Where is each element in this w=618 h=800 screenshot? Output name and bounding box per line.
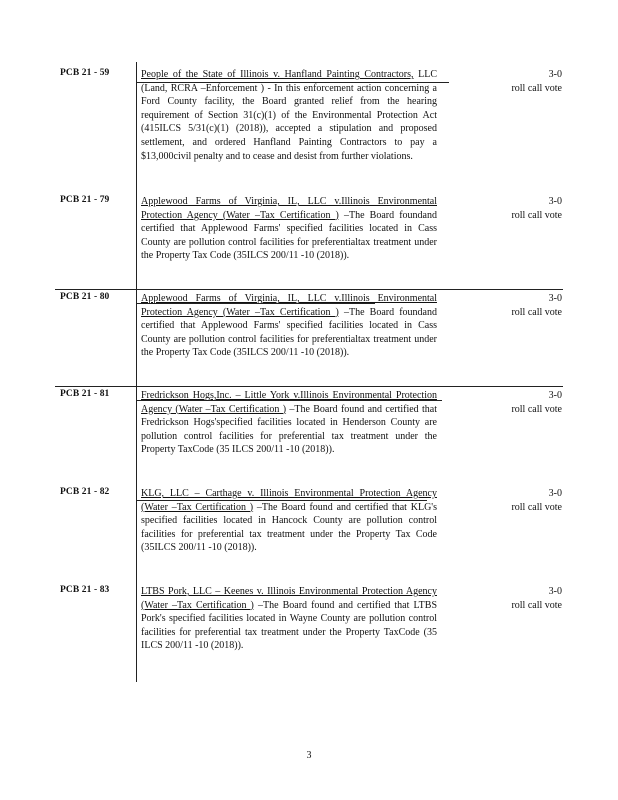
entry-description: [141, 585, 437, 653]
column-divider: [136, 62, 137, 682]
entry-title: KLG, LLC – Carthage v. Illinois Environmental Protection Agency (Water –Tax Certification ): [141, 488, 437, 513]
entry-body: –The Board found and certified that KLG's specified facilities located in Hancock County are pollution control facilities for preferential tax treatment under the Property Tax Code (35ILCS 200/11 -10 (2018)).: [141, 501, 438, 554]
entry-description: [141, 68, 437, 163]
entry-title: People of the State of Illinois v. Hanfland Painting Contractors,: [141, 69, 414, 80]
vote-label: roll call vote: [511, 599, 562, 611]
vote-count: 3-0: [548, 196, 562, 207]
entry-body: –The Board foundand certified that Applewood Farms' specified facilities located in Cass County are pollution control facilities for preferentialtax treatment under the Property Tax Code (35ILCS 200/11 -10 (2018)).: [141, 209, 437, 262]
case-number: PCB 21 - 79: [60, 195, 110, 205]
entry-body: –The Board found and certified that Fredrickson Hogs'specified facilities located in Henderson County are pollution control facilities for preferential tax treatment under the Property TaxCode (35 ILCS 200/11 -10 (2018)).: [141, 403, 437, 456]
entry-title: Fredrickson Hogs,Inc. – Little York v.Illinois Environmental Protection Agency (Water –Tax Certification ): [141, 390, 437, 415]
vote-label: roll call vote: [511, 306, 562, 318]
vote-column: [490, 487, 562, 514]
entry-title: Applewood Farms of Virginia, IL, LLC v.Illinois Environmental Protection Agency (Water –Tax Certification ): [141, 196, 437, 221]
case-number: PCB 21 - 82: [60, 487, 110, 497]
case-number: PCB 21 - 81: [60, 389, 110, 399]
entry-body: LLC (Land, RCRA –Enforcement ) - In this enforcement action concerning a Ford County facility, the Board granted relief from the hearing requirement of Section 31(c)(1) of the Environmental Protection Act (415ILCS 5/31(c)(1) (2018)), accepted a stipulation and proposed settlement, and ordered Hanfland Painting Contractors to pay a $13,000civil penalty and to cease and desist from further violations.: [141, 69, 437, 162]
entry-separator: [55, 289, 563, 290]
entry-description: [141, 487, 437, 555]
entry-title: LTBS Pork, LLC – Keenes v. Illinois Environmental Protection Agency (Water –Tax Certification ): [141, 586, 437, 611]
entry-description: [141, 389, 437, 457]
vote-column: [490, 195, 562, 222]
entry-separator: [55, 386, 563, 387]
vote-count: 3-0: [548, 488, 562, 499]
entry-description: [141, 292, 437, 360]
vote-count: 3-0: [548, 390, 562, 401]
entry-description: [141, 195, 437, 263]
entry-body: –The Board found and certified that LTBS Pork's specified facilities located in Wayne County are pollution control facilities for preferential tax treatment under the Property TaxCode (35 ILCS 200/11 -10 (2018)).: [141, 599, 437, 652]
vote-column: [490, 389, 562, 416]
vote-column: [490, 585, 562, 612]
case-number: PCB 21 - 83: [60, 585, 110, 595]
vote-column: [490, 292, 562, 319]
vote-count: 3-0: [548, 69, 562, 80]
vote-label: roll call vote: [511, 501, 562, 513]
entry-body: –The Board foundand certified that Applewood Farms' specified facilities located in Cass County are pollution control facilities for preferentialtax treatment under the Property Tax Code (35ILCS 200/11 -10 (2018)).: [141, 306, 437, 359]
vote-column: [490, 68, 562, 95]
vote-label: roll call vote: [511, 403, 562, 415]
vote-count: 3-0: [548, 586, 562, 597]
entry-title: Applewood Farms of Virginia, IL, LLC v.Illinois Environmental Protection Agency (Water –Tax Certification ): [141, 293, 437, 318]
vote-label: roll call vote: [511, 209, 562, 221]
case-number: PCB 21 - 59: [60, 68, 110, 78]
vote-label: roll call vote: [511, 82, 562, 94]
vote-count: 3-0: [548, 293, 562, 304]
case-number: PCB 21 - 80: [60, 292, 110, 302]
page-number: 3: [306, 750, 312, 761]
